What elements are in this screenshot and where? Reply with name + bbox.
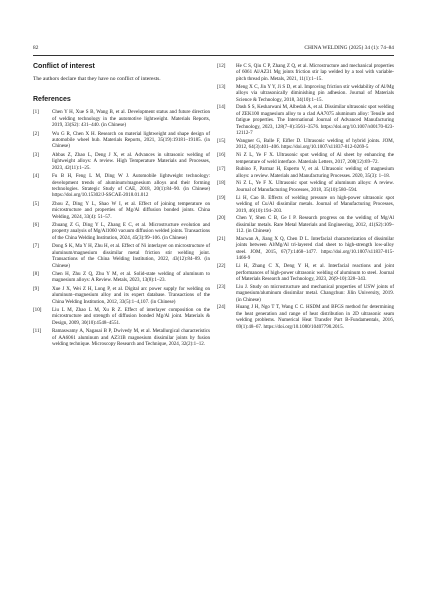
reference-item bbox=[33, 222, 210, 241]
reference-number: [14] bbox=[217, 104, 226, 111]
reference-text: Li H, Cao B. Effects of welding pressure on high-power ultrasonic spot welding of Cu/Al dissimilar metals. Journal of Manufacturing Processes, 2019, 46(10):194–203. bbox=[236, 194, 394, 214]
running-header bbox=[33, 45, 394, 55]
reference-text: Fu B H, Feng L M, Ding W J. Automobile lightweight technology: development trends of aluminum/magnesium alloys and their forming technologies. Strategic Study of CAE, 2018, 20(1):84–90. (in Chinese) https://doi.org/10.15302/J-SSCAE-2018.01.012 bbox=[52, 173, 210, 199]
reference-item bbox=[217, 284, 394, 303]
reference-number: [19] bbox=[217, 194, 226, 201]
reference-number: [24] bbox=[217, 304, 226, 311]
reference-number: [21] bbox=[217, 236, 226, 242]
reference-list-right bbox=[217, 63, 394, 330]
reference-text: Xue J X, Wei Z H, Long P, et al. Digital arc power supply for welding on aluminum–magnesium alloy and its expert database. Transactions of the China Welding Institution, 2012, 33(5):1–4,107. (in Chinese) bbox=[52, 285, 210, 305]
reference-item bbox=[217, 104, 394, 136]
reference-item bbox=[33, 201, 210, 220]
reference-text: Ni Z L, Ye F X. Ultrasonic spot welding of Al sheet by enhancing the temperature of weld interface. Materials Letters, 2017, 208(12):69–72. bbox=[236, 152, 394, 165]
reference-number: [23] bbox=[217, 283, 226, 290]
reference-number: [5] bbox=[33, 200, 39, 207]
reference-item bbox=[217, 84, 394, 103]
reference-number: [17] bbox=[217, 166, 226, 173]
reference-number: [9] bbox=[33, 285, 39, 292]
reference-text: Li H, Zhang C X, Deng Y H, et al. Interfacial reactions and joint performances of high-power ultrasonic welding of aluminum to steel. Journal of Materials Research and Technology, 2023, 26(9-10):328–343. bbox=[236, 263, 394, 283]
reference-text: Rubino F, Parmar H, Esperto V, et al. Ultrasonic welding of magnesium alloys: a review. Materials and Manufacturing Processes. 2020, 35(3): 1–18. bbox=[236, 166, 394, 179]
reference-item bbox=[217, 180, 394, 193]
reference-item bbox=[33, 131, 210, 150]
reference-item bbox=[217, 263, 394, 282]
reference-item bbox=[217, 236, 394, 262]
reference-item bbox=[217, 195, 394, 214]
reference-number: [16] bbox=[217, 152, 226, 159]
right-column bbox=[217, 63, 394, 332]
reference-number: [2] bbox=[33, 130, 39, 137]
reference-item bbox=[217, 63, 394, 82]
reference-item bbox=[33, 152, 210, 171]
journal-citation: CHINA WELDING (2025) 34 (1): 74–84 bbox=[304, 45, 394, 51]
reference-number: [20] bbox=[217, 215, 226, 222]
reference-text: Macwan A, Jiang X Q, Chen D L. Interfacial characterization of dissimilar joints between Al/Mg/Al tri-layered clad sheet to high-strength low-alloy steel. JOM, 2015, 67(7):1468–1477. https://doi.org/10.1007/s11837-015-1466-9 bbox=[236, 236, 394, 262]
reference-item bbox=[33, 109, 210, 128]
reference-item bbox=[217, 138, 394, 151]
reference-item bbox=[33, 271, 210, 284]
reference-item bbox=[33, 173, 210, 199]
reference-text: Chen H, Zhu Z Q, Zhu Y M, et al. Solid-state welding of aluminum to magnesium alloys: A Review. Metals, 2023, 13(8):1–23. bbox=[52, 270, 210, 284]
reference-text: Ramaswamy A, Nagasai B P, Dwivedy M, et al. Metallurgical characteristics of AA6061 aluminum and AZ31B magnesium dissimilar joints by fusion welding technique. Microscopy Research and Technique, 2024, 32(2):1–12. bbox=[52, 328, 210, 348]
reference-text: Ni Z L, Ye F X. Ultrasonic spot welding of aluminum alloys: A review. Journal of Manufacturing Processes, 2018, 35(10):580–594. bbox=[236, 180, 394, 193]
conflict-heading: Conflict of interest bbox=[33, 63, 95, 70]
reference-text: Zhuang Z G, Ding Y L, Zhang E C, et al. Microstructure evolution and property analysis of Mg/Al1060 vacuum diffusion welded joints. Transactions of the China Welding Institution, 2024, 45(3):99–106. (in Chinese) bbox=[52, 222, 210, 241]
reference-text: Liu L M, Zhao L M, Xu R Z. Effect of interlayer composition on the microstructure and strength of diffusion bonded Mg/Al joint. Materials & Design, 2009, 30(10):4548–4551. bbox=[52, 307, 210, 326]
page-number: 82 bbox=[33, 45, 39, 51]
reference-number: [4] bbox=[33, 173, 39, 180]
reference-text: Liu J. Study on microstructure and mechanical properties of USW joints of magnesium/aluminum dissimilar metal. Changchun: Jilin University, 2019. (in Chinese) bbox=[236, 283, 394, 303]
left-column bbox=[33, 63, 210, 350]
reference-text: Dash S S, Kesharwani M, Albedah A, et al. Dissimilar ultrasonic spot welding of ZEK100 magnesium alloy to a clad AA7075 aluminum alloy: Tensile and fatigue properties. The International Journal of Advanced Manufacturing Technology, 2023, 128(7–8):3561–3576. https://doi.org/10.1007/s00170-023-12112-7 bbox=[236, 104, 394, 137]
reference-number: [22] bbox=[217, 263, 226, 270]
reference-text: Chen Y H, Xue S B, Wang B, et al. Development status and future direction of welding technology in the automotive lightweight. Materials Reports, 2019, 33(S2): 431–440. (in Chinese) bbox=[52, 109, 210, 129]
reference-item bbox=[33, 286, 210, 305]
reference-number: [13] bbox=[217, 83, 226, 90]
reference-item bbox=[217, 304, 394, 330]
reference-text: He C S, Qiu C P, Zhang Z Q, et al. Microstructure and mechanical properties of 6061 Al/AZ31 Mg joints friction stir lap welded by a tool with variable-pitch thread pin. Metals, 2021, 11(1):1–15. bbox=[236, 63, 394, 82]
reference-text: Wangner G, Balle F, Eifler D. Ultrasonic welding of hybrid joints. JOM, 2012, 64(3):401–406. https://doi.org/10.1007/s11837-012-0269-5 bbox=[236, 137, 394, 151]
reference-text: Meng X C, Jin Y Y, Ji S D, et al. Improving friction stir weldability of Al/Mg alloys via ultrasonically diminishing pin adhesion. Journal of Materials Science & Technology, 2018, 34(10):1–15. bbox=[236, 83, 394, 103]
reference-text: Chen Y, Shen C B, Ge I P. Research progress on the welding of Mg/Al dissimilar metals. Rare Metal Materials and Engineering, 2012, 41(S2):109–112. (in Chinese) bbox=[236, 215, 394, 235]
reference-number: [3] bbox=[33, 151, 39, 158]
reference-number: [7] bbox=[33, 243, 39, 250]
reference-text: Dong S K, Ma Y H, Zhu H, et al. Effect of Ni interlayer on microstructure of aluminum/magnesium dissimilar metal friction stir welding joint. Transactions of the China Welding Institution, 2022, 43(12):84–89. (in Chinese) bbox=[52, 243, 210, 269]
reference-number: [18] bbox=[217, 180, 226, 187]
reference-text: Huang J H, Ngo T T, Wang C C. HSDM and BFGS method for determining the heat generation and range of heat distribution in 2D ultrasonic seam welding problems. Numerical Heat Transfer Part B-Fundamentals, 2016, 69(1):48–67. https://doi.org/10.1080/10407790.2015. bbox=[236, 304, 394, 330]
reference-item bbox=[33, 307, 210, 326]
reference-text: Wu G R, Chen X H. Research on material lightweight and shape design of automobile wheel hub. Materials Reports, 2021, 35(19):19181–19185. (in Chinese) bbox=[52, 130, 210, 150]
reference-number: [15] bbox=[217, 137, 226, 144]
references-heading: References bbox=[33, 96, 71, 104]
reference-list-left bbox=[33, 109, 210, 347]
reference-number: [12] bbox=[217, 63, 226, 69]
reference-item bbox=[217, 215, 394, 234]
reference-text: Zhou Z, Ding Y L, Shao W I, et al. Effect of joining temperature on microstructure and properties of Mg/Al diffusion bonded joints. China Welding, 2024, 33(4): 51–57. bbox=[52, 200, 210, 220]
reference-number: [11] bbox=[33, 328, 42, 335]
reference-item bbox=[33, 243, 210, 269]
reference-number: [10] bbox=[33, 307, 42, 313]
reference-number: [8] bbox=[33, 270, 39, 277]
reference-item bbox=[33, 328, 210, 347]
reference-number: [1] bbox=[33, 109, 39, 116]
reference-text: Abbas Z, Zhao L, Deng J X, et al. Advances in ultrasonic welding of lightweight alloys: A review. High Temperature Materials and Processes, 2023, 42(11):1–25. bbox=[52, 151, 210, 171]
header-rule bbox=[33, 55, 394, 56]
reference-item bbox=[217, 152, 394, 165]
reference-number: [6] bbox=[33, 222, 39, 228]
conflict-statement: The authors declare that they have no conflict of interests. bbox=[33, 76, 161, 82]
reference-item bbox=[217, 166, 394, 179]
